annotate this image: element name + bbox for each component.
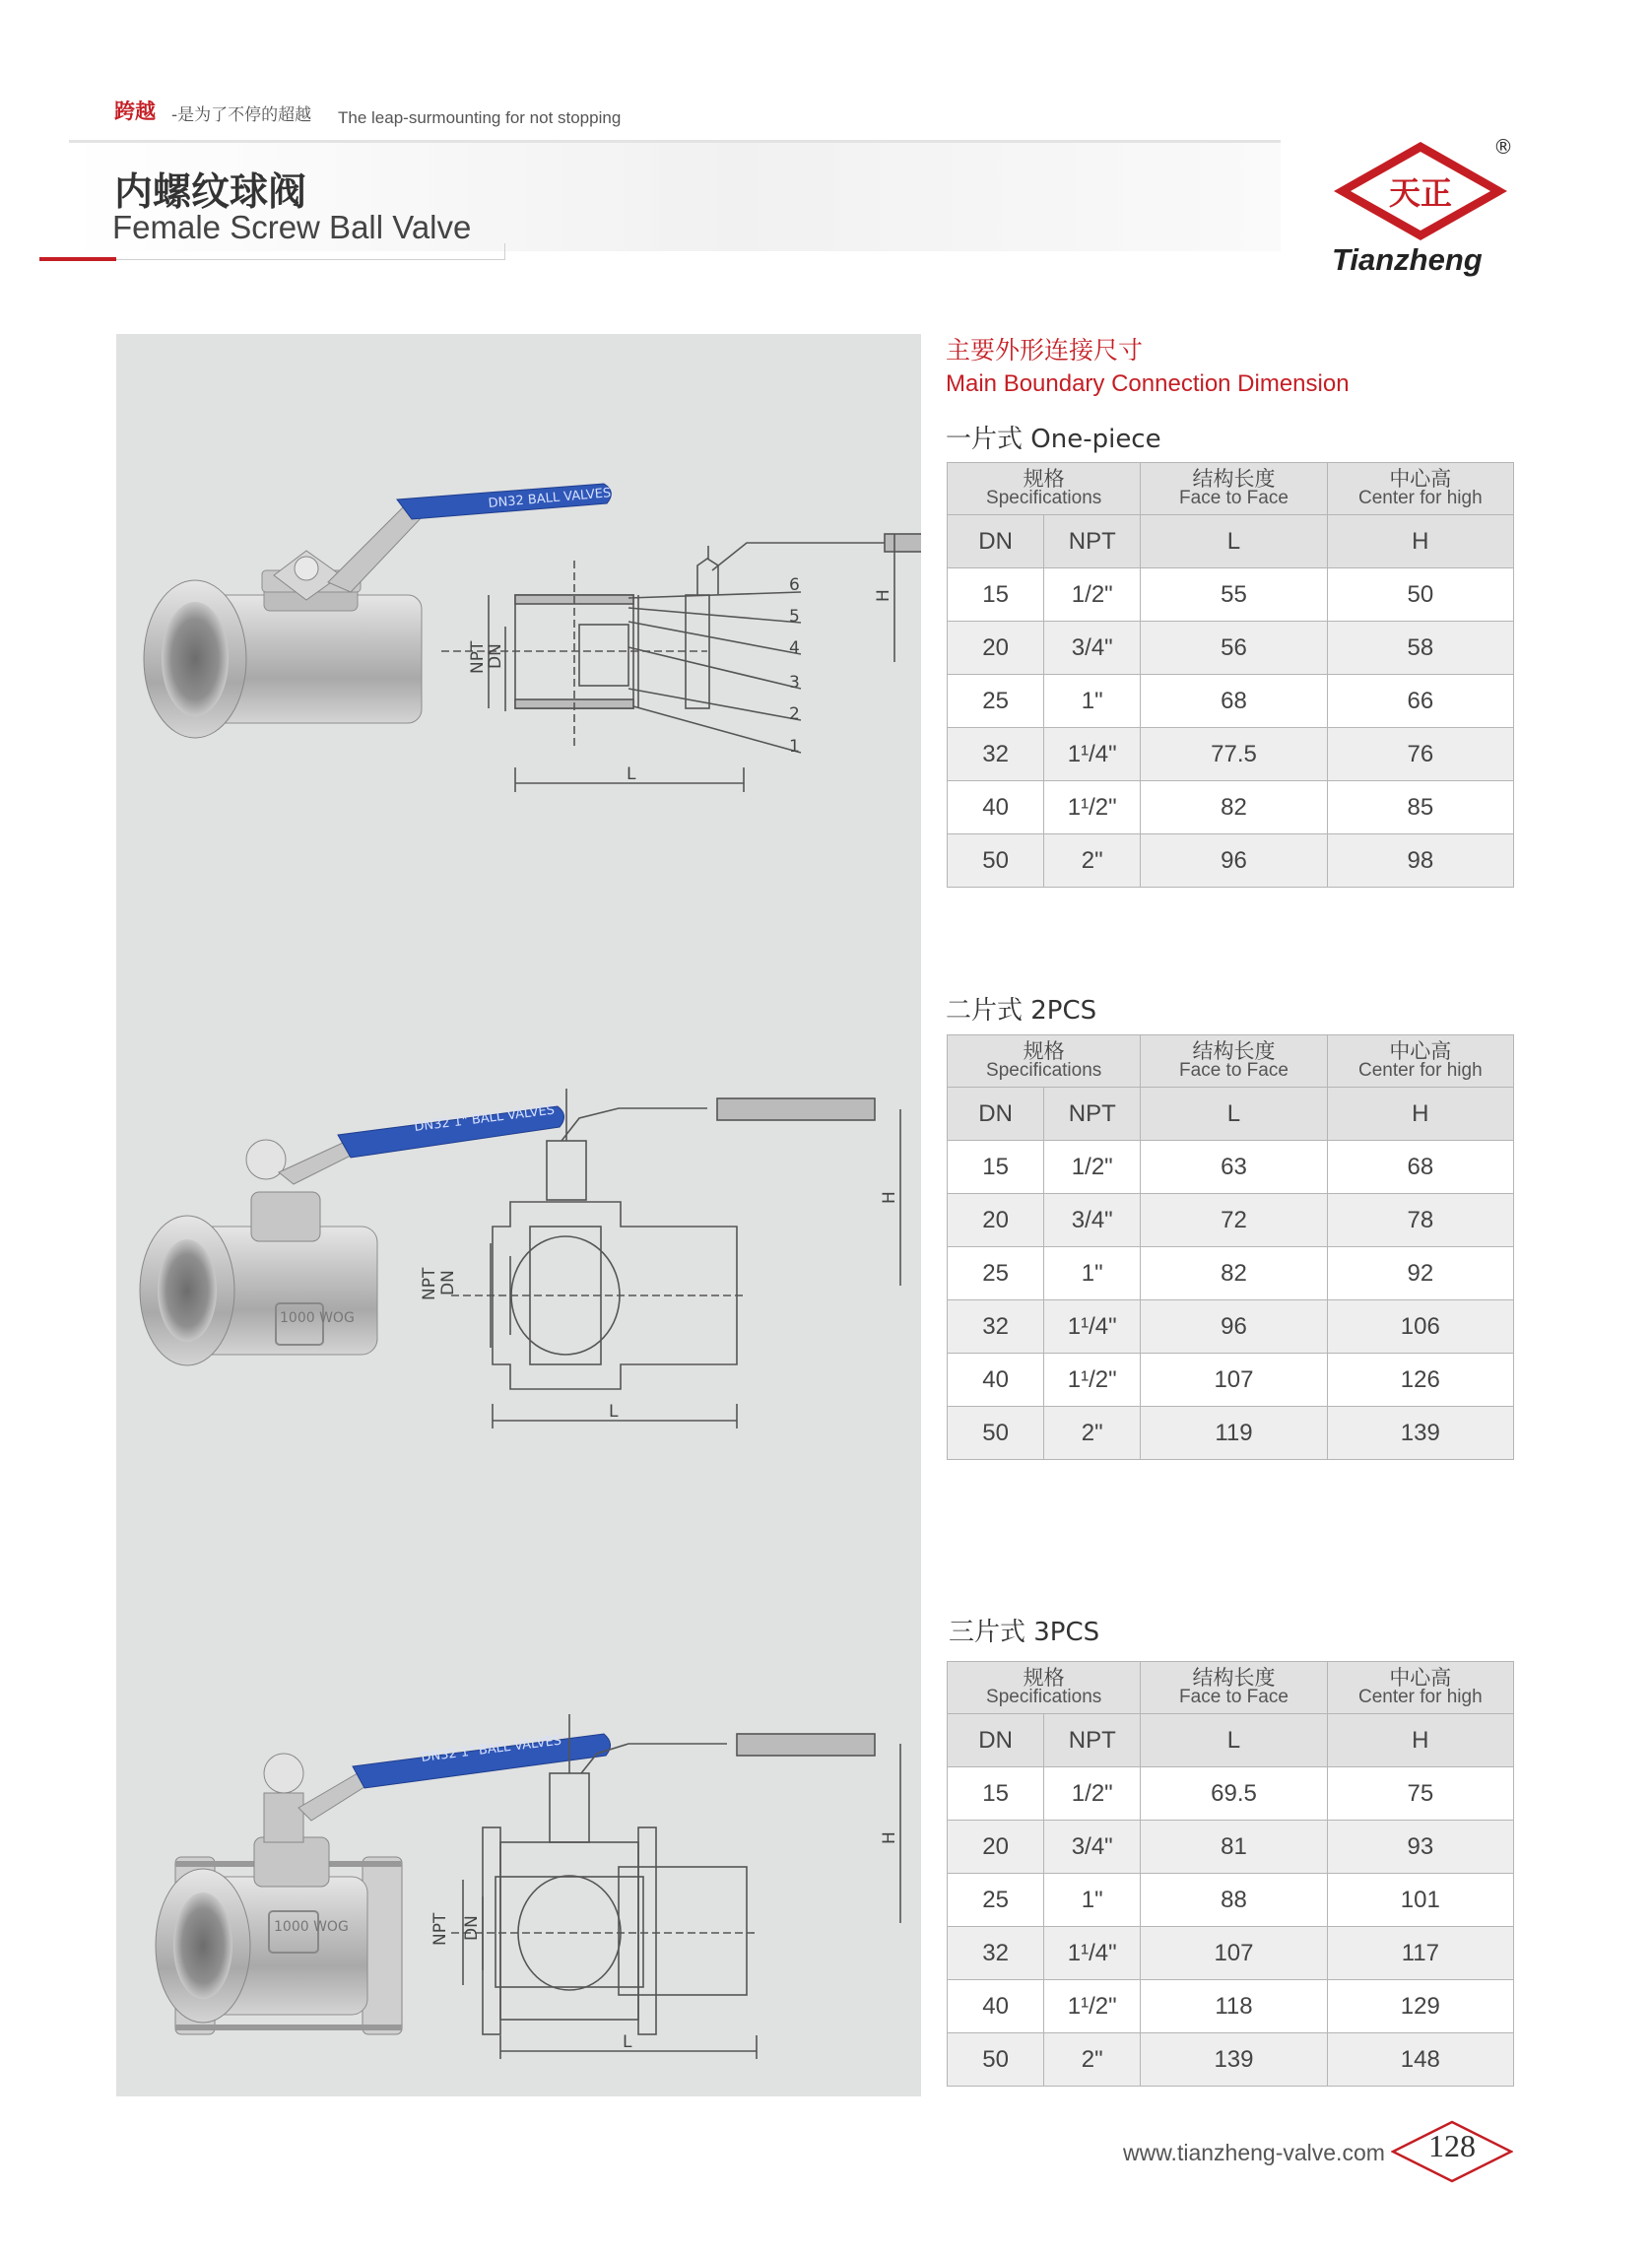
cell-face-to-face: 63 [1141, 1141, 1327, 1194]
cell-dn: 20 [948, 1821, 1044, 1874]
part-number-2: 2 [789, 704, 800, 724]
table-row [948, 1980, 1514, 2033]
cell-center-height: 126 [1327, 1354, 1513, 1407]
cell-dn: 50 [948, 1407, 1044, 1460]
cell-dn: 15 [948, 568, 1044, 622]
header-ftf-cn: 结构长度 [1192, 1039, 1276, 1063]
cell-face-to-face: 96 [1141, 1300, 1327, 1354]
cell-center-height: 75 [1327, 1767, 1513, 1821]
cell-dn: 20 [948, 622, 1044, 675]
header-center-height [1327, 1035, 1513, 1088]
header-npt: NPT [1044, 1714, 1141, 1767]
cell-center-height: 106 [1327, 1300, 1513, 1354]
title-underline-accent [39, 257, 116, 261]
dim-l: L [627, 764, 636, 784]
body-mark: 1000 WOG [274, 1919, 349, 1935]
header-spec-en: Specifications [986, 1060, 1102, 1081]
cell-npt: 1¹/4" [1044, 1927, 1141, 1980]
cell-npt: 1/2" [1044, 1767, 1141, 1821]
table-title-2pcs: 二片式 2PCS [946, 996, 1097, 1026]
header-l: L [1141, 515, 1327, 568]
header-l: L [1141, 1714, 1327, 1767]
table-row [948, 1141, 1514, 1194]
part-number-1: 1 [789, 737, 800, 757]
table-row [948, 1407, 1514, 1460]
cell-face-to-face: 68 [1141, 675, 1327, 728]
header-specifications [948, 463, 1141, 515]
header-npt: NPT [1044, 515, 1141, 568]
header-spec-cn: 规格 [1023, 1666, 1065, 1690]
cell-center-height: 66 [1327, 675, 1513, 728]
cell-dn: 32 [948, 1300, 1044, 1354]
body-mark: 1000 WOG [280, 1310, 355, 1326]
cell-face-to-face: 107 [1141, 1354, 1327, 1407]
dim-h: H [874, 589, 893, 602]
cell-center-height: 129 [1327, 1980, 1513, 2033]
page-title-cn: 内螺纹球阀 [114, 170, 307, 215]
cell-dn: 50 [948, 2033, 1044, 2087]
section-title-cn: 主要外形连接尺寸 [946, 336, 1144, 365]
dimension-table-2pcs [947, 1034, 1514, 1460]
cell-dn: 40 [948, 1980, 1044, 2033]
one-piece-valve-illustration [116, 334, 921, 925]
cell-face-to-face: 77.5 [1141, 728, 1327, 781]
cell-center-height: 58 [1327, 622, 1513, 675]
cell-npt: 1¹/2" [1044, 1980, 1141, 2033]
header-face-to-face [1141, 1662, 1327, 1714]
header-npt: NPT [1044, 1088, 1141, 1141]
table-row [948, 834, 1514, 888]
cell-npt: 1¹/2" [1044, 1354, 1141, 1407]
dim-l: L [609, 1402, 619, 1422]
cell-npt: 1/2" [1044, 1141, 1141, 1194]
part-number-4: 4 [789, 638, 800, 658]
header-center-en: Center for high [1357, 488, 1483, 508]
header-h: H [1327, 515, 1513, 568]
cell-center-height: 117 [1327, 1927, 1513, 1980]
cell-face-to-face: 119 [1141, 1407, 1327, 1460]
cell-dn: 40 [948, 1354, 1044, 1407]
dim-dn: DN [438, 1270, 458, 1295]
header-spec-cn: 规格 [1023, 1039, 1065, 1063]
cell-center-height: 85 [1327, 781, 1513, 834]
cell-face-to-face: 118 [1141, 1980, 1327, 2033]
table-row [948, 1927, 1514, 1980]
table-row [948, 1821, 1514, 1874]
cell-npt: 1" [1044, 675, 1141, 728]
handle-label: DN32 1" BALL VALVES [413, 1102, 556, 1135]
cell-face-to-face: 69.5 [1141, 1767, 1327, 1821]
header-center-cn: 中心高 [1389, 1039, 1452, 1063]
registered-mark: ® [1493, 135, 1513, 159]
company-logo-icon [1330, 134, 1517, 242]
page-title-en: Female Screw Ball Valve [112, 209, 472, 245]
dim-npt: NPT [468, 640, 488, 674]
title-underline [116, 259, 504, 260]
header-center-cn: 中心高 [1389, 1666, 1452, 1690]
two-piece-valve-illustration [116, 1025, 921, 1478]
cell-face-to-face: 96 [1141, 834, 1327, 888]
website-url: www.tianzheng-valve.com [1123, 2140, 1385, 2165]
header-center-cn: 中心高 [1389, 467, 1452, 491]
header-ftf-en: Face to Face [1179, 1060, 1289, 1081]
cell-center-height: 148 [1327, 2033, 1513, 2087]
cell-dn: 32 [948, 728, 1044, 781]
cell-npt: 2" [1044, 1407, 1141, 1460]
cell-face-to-face: 88 [1141, 1874, 1327, 1927]
header-dn: DN [948, 1714, 1044, 1767]
table-row [948, 1874, 1514, 1927]
cell-center-height: 78 [1327, 1194, 1513, 1247]
title-underline-tick [504, 243, 505, 260]
cell-dn: 32 [948, 1927, 1044, 1980]
table-row [948, 1767, 1514, 1821]
header-center-en: Center for high [1357, 1687, 1483, 1707]
brand-name: Tianzheng [1332, 242, 1483, 277]
page-number: 128 [1428, 2128, 1476, 2163]
header-ftf-cn: 结构长度 [1192, 1666, 1276, 1690]
dim-l: L [623, 2032, 632, 2052]
header-ftf-en: Face to Face [1179, 1687, 1289, 1707]
table-row [948, 568, 1514, 622]
cell-dn: 25 [948, 675, 1044, 728]
cell-face-to-face: 139 [1141, 2033, 1327, 2087]
dim-h: H [880, 1831, 899, 1844]
cell-center-height: 93 [1327, 1821, 1513, 1874]
header-specifications [948, 1035, 1141, 1088]
dim-npt: NPT [430, 1912, 450, 1946]
logo-mark-text: 天正 [1388, 174, 1453, 212]
cell-npt: 1¹/4" [1044, 728, 1141, 781]
header-dn: DN [948, 515, 1044, 568]
table-row [948, 1194, 1514, 1247]
cell-npt: 1" [1044, 1247, 1141, 1300]
table-row [948, 2033, 1514, 2087]
cell-center-height: 68 [1327, 1141, 1513, 1194]
header-spec-en: Specifications [986, 488, 1102, 508]
cell-face-to-face: 81 [1141, 1821, 1327, 1874]
dimension-table-one-piece [947, 462, 1514, 888]
tagline-en: The leap-surmounting for not stopping [338, 108, 622, 127]
cell-npt: 1/2" [1044, 568, 1141, 622]
cell-dn: 25 [948, 1874, 1044, 1927]
header-face-to-face [1141, 1035, 1327, 1088]
header-center-height [1327, 1662, 1513, 1714]
cell-center-height: 92 [1327, 1247, 1513, 1300]
tagline-cn: -是为了不停的超越 [171, 105, 312, 125]
cell-dn: 40 [948, 781, 1044, 834]
header-ftf-en: Face to Face [1179, 488, 1289, 508]
dimension-table-3pcs [947, 1661, 1514, 2087]
cell-face-to-face: 56 [1141, 622, 1327, 675]
handle-label: DN32 BALL VALVES [488, 486, 612, 511]
dim-h: H [880, 1191, 899, 1204]
header-specifications [948, 1662, 1141, 1714]
cell-npt: 3/4" [1044, 1194, 1141, 1247]
header-spec-en: Specifications [986, 1687, 1102, 1707]
dim-dn: DN [486, 643, 505, 669]
cell-npt: 2" [1044, 2033, 1141, 2087]
cell-npt: 2" [1044, 834, 1141, 888]
cell-face-to-face: 82 [1141, 781, 1327, 834]
section-title-en: Main Boundary Connection Dimension [946, 370, 1350, 397]
cell-npt: 1¹/4" [1044, 1300, 1141, 1354]
part-number-5: 5 [789, 607, 800, 627]
cell-face-to-face: 107 [1141, 1927, 1327, 1980]
header-dn: DN [948, 1088, 1044, 1141]
cell-center-height: 76 [1327, 728, 1513, 781]
one-piece-section-drawing [441, 534, 921, 792]
cell-dn: 25 [948, 1247, 1044, 1300]
cell-face-to-face: 82 [1141, 1247, 1327, 1300]
header-center-en: Center for high [1357, 1060, 1483, 1081]
header-h: H [1327, 1088, 1513, 1141]
cell-face-to-face: 72 [1141, 1194, 1327, 1247]
cell-center-height: 98 [1327, 834, 1513, 888]
part-number-6: 6 [789, 575, 800, 595]
part-number-3: 3 [789, 673, 800, 693]
table-row [948, 728, 1514, 781]
cell-dn: 20 [948, 1194, 1044, 1247]
cell-center-height: 139 [1327, 1407, 1513, 1460]
cell-center-height: 101 [1327, 1874, 1513, 1927]
handle-label: DN32 1" BALL VALVES [420, 1733, 562, 1765]
two-piece-section-drawing [451, 1089, 900, 1428]
header-center-height [1327, 463, 1513, 515]
cell-dn: 15 [948, 1767, 1044, 1821]
cell-npt: 3/4" [1044, 622, 1141, 675]
cell-npt: 1¹/2" [1044, 781, 1141, 834]
header-face-to-face [1141, 463, 1327, 515]
cell-dn: 50 [948, 834, 1044, 888]
three-piece-valve-illustration [116, 1665, 921, 2079]
dim-dn: DN [462, 1915, 482, 1941]
header-h: H [1327, 1714, 1513, 1767]
table-row [948, 781, 1514, 834]
table-row [948, 675, 1514, 728]
cell-center-height: 50 [1327, 568, 1513, 622]
table-row [948, 622, 1514, 675]
cell-dn: 15 [948, 1141, 1044, 1194]
tagline-bold: 跨越 [114, 100, 156, 123]
valve-photo-two-piece [140, 1106, 564, 1365]
table-row [948, 1247, 1514, 1300]
table-row [948, 1300, 1514, 1354]
header-ftf-cn: 结构长度 [1192, 467, 1276, 491]
header-l: L [1141, 1088, 1327, 1141]
cell-face-to-face: 55 [1141, 568, 1327, 622]
cell-npt: 3/4" [1044, 1821, 1141, 1874]
dim-npt: NPT [420, 1267, 439, 1300]
table-title-3pcs: 三片式 3PCS [949, 1618, 1100, 1647]
table-row [948, 1354, 1514, 1407]
table-title-one-piece: 一片式 One-piece [946, 425, 1161, 454]
header-spec-cn: 规格 [1023, 467, 1065, 491]
cell-npt: 1" [1044, 1874, 1141, 1927]
